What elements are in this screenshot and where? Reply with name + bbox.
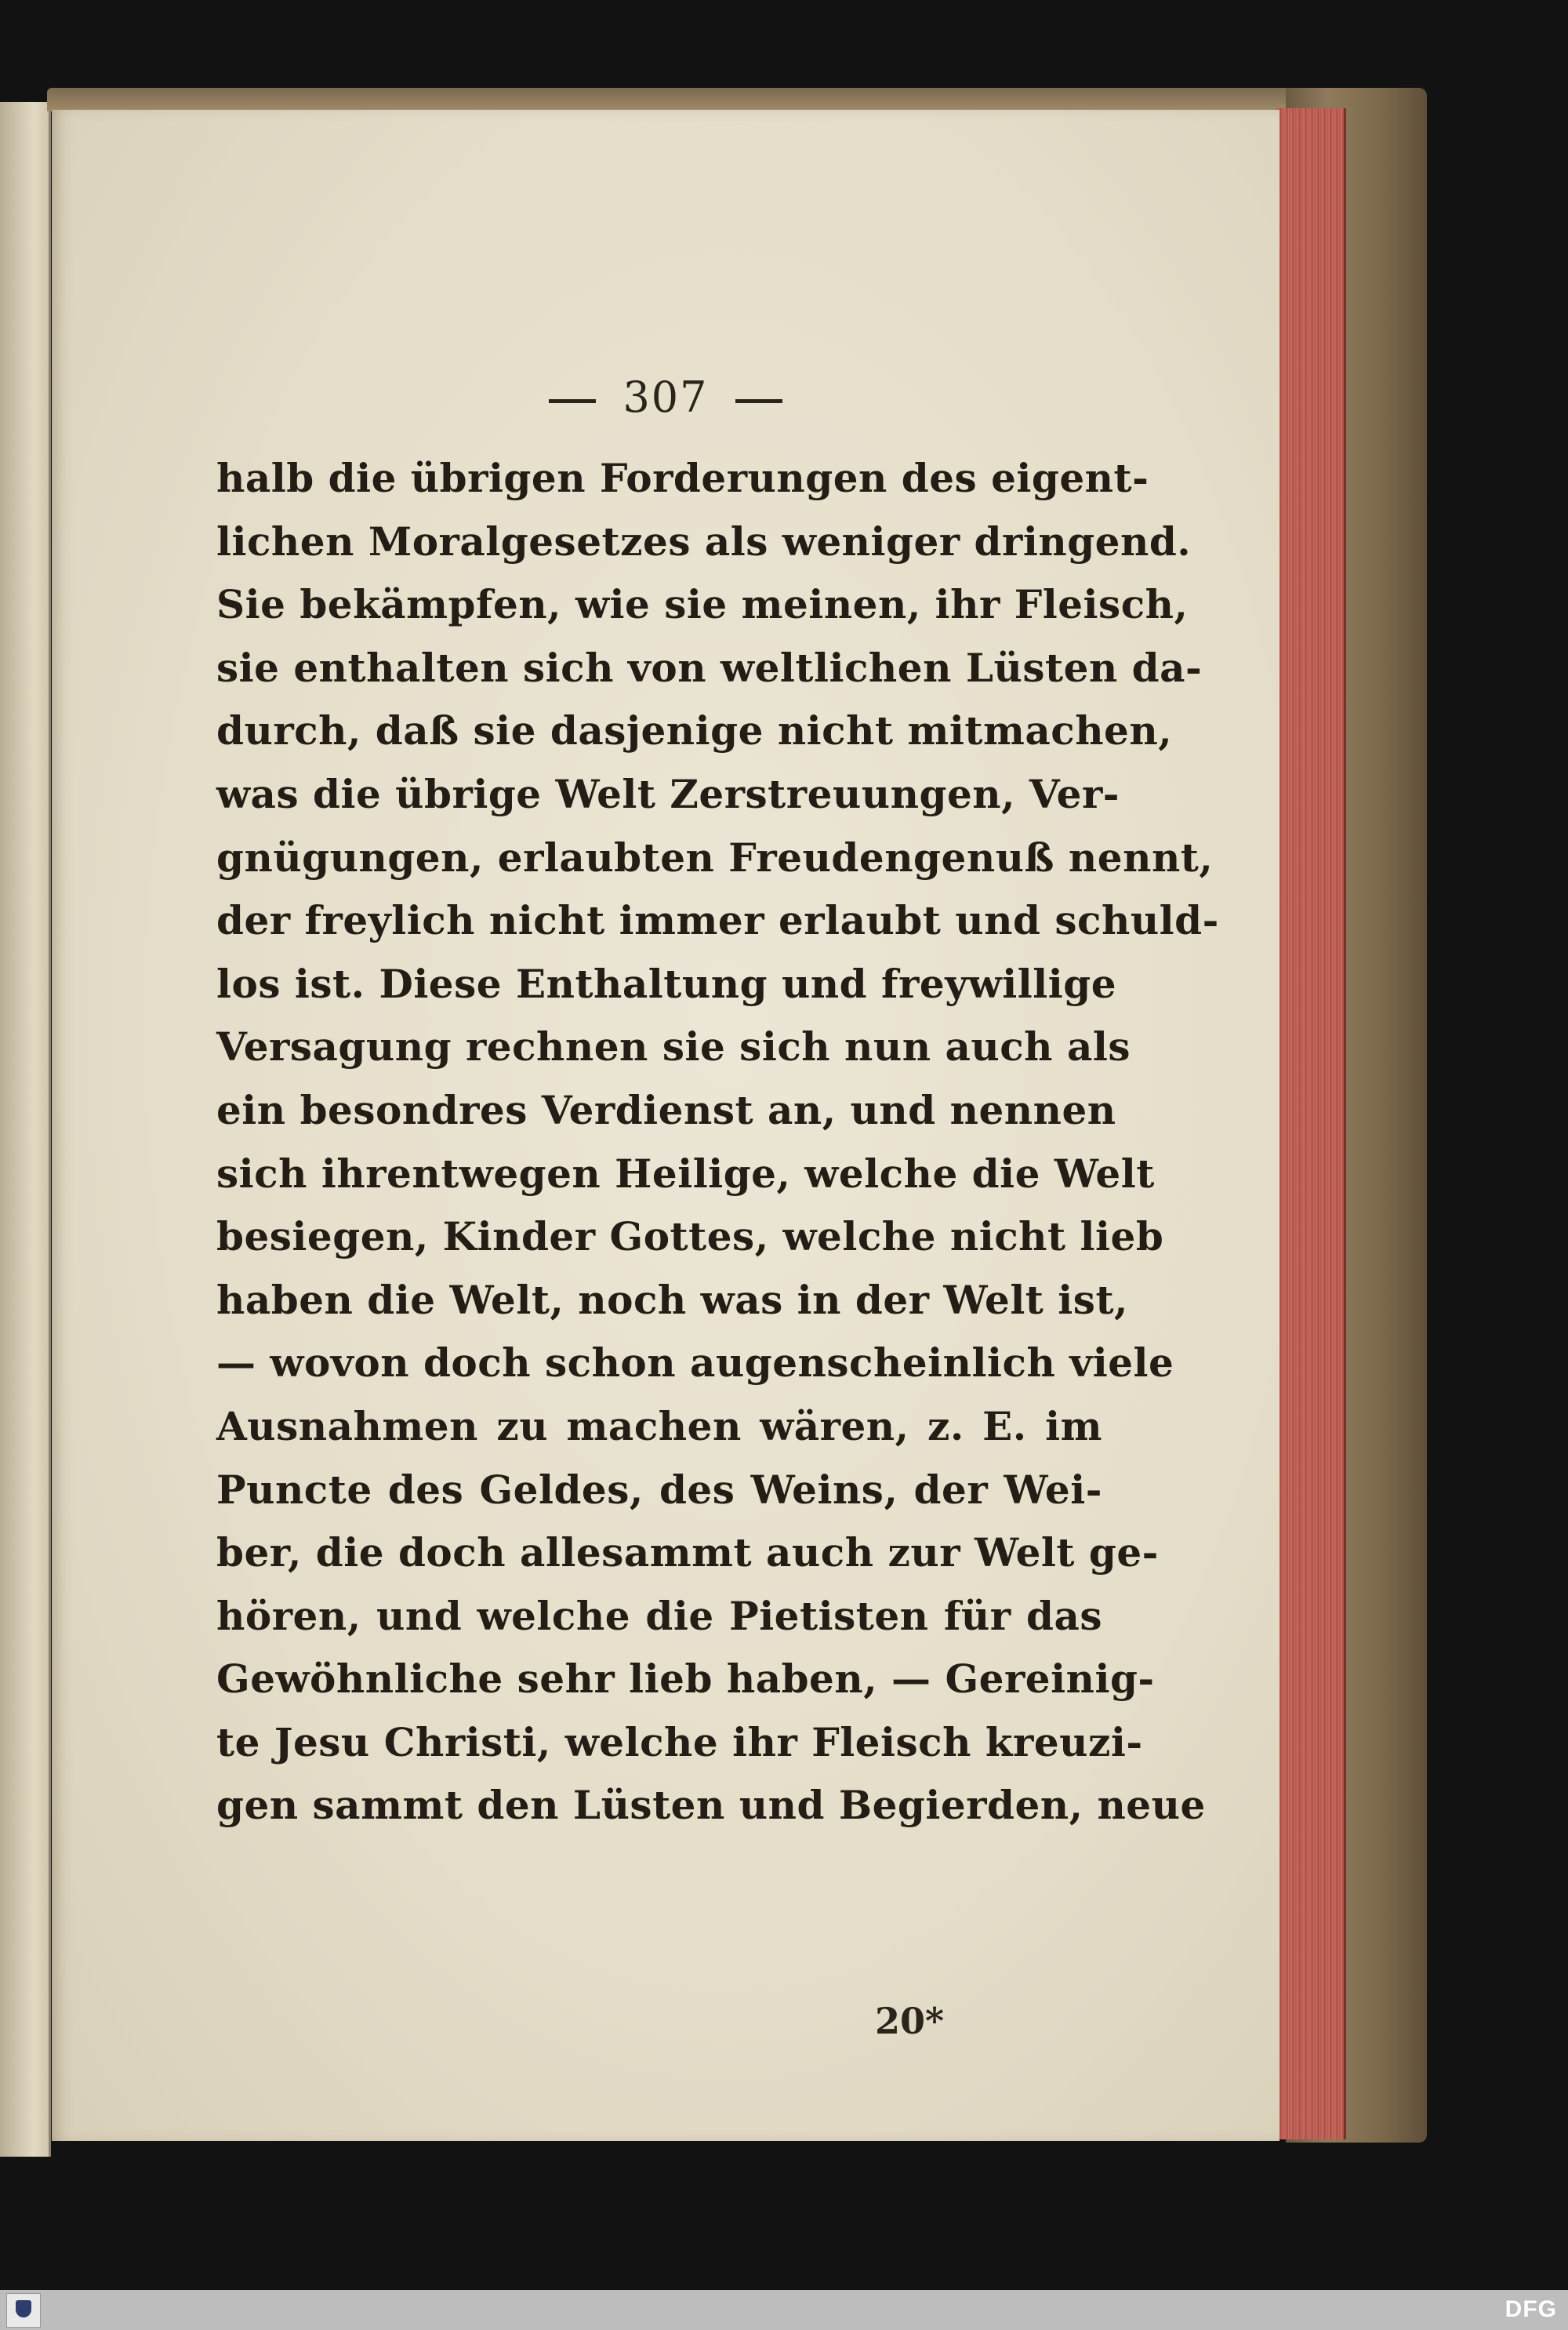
text-line: Puncte des Geldes, des Weins, der Wei- [216,1466,1102,1513]
text-line: gen sammt den Lüsten und Begierden, neue [216,1782,1206,1829]
book-page [52,110,1279,2141]
text-line: sich ihrentwegen Heilige, welche die Welt [216,1150,1155,1197]
library-logo-icon [6,2293,41,2328]
text-line: gnügungen, erlaubten Freudengenuß nennt, [216,834,1214,881]
signature-mark: 20* [875,2000,945,2042]
text-line: der freylich nicht immer erlaubt und schuld- [216,897,1219,944]
dfg-brand: DFG [1504,2296,1557,2322]
text-line: Ausnahmen zu machen wären, z. E. im [216,1402,1102,1449]
text-line: was die übrige Welt Zerstreuungen, Ver- [216,770,1120,817]
text-line: sie enthalten sich von weltlichen Lüsten da- [216,644,1203,691]
text-line: Gewöhnliche sehr lieb haben, — Gereinig- [216,1656,1155,1703]
text-line: te Jesu Christi, welche ihr Fleisch kreuzi- [216,1718,1143,1765]
viewer-footer [0,2290,1568,2330]
text-line: ein besondres Verdienst an, und nennen [216,1086,1116,1133]
header-dash-left [549,399,596,403]
body-text [216,447,1219,1837]
text-line: besiegen, Kinder Gottes, welche nicht lieb [216,1213,1164,1260]
book-cover-top [47,88,1380,111]
text-line: los ist. Diese Enthaltung und freywillige [216,960,1117,1007]
text-line: Sie bekämpfen, wie sie meinen, ihr Fleisch, [216,581,1189,628]
text-line: hören, und welche die Pietisten für das [216,1592,1102,1639]
red-page-edges [1276,108,1346,2139]
page-number: 307 [622,373,709,422]
header-dash-right [735,399,782,403]
text-line: haben die Welt, noch was in der Welt ist, [216,1276,1128,1323]
text-line: durch, daß sie dasjenige nicht mitmachen, [216,707,1173,754]
facing-page-edge [0,102,51,2157]
text-line: — wovon doch schon augenscheinlich viele [216,1339,1174,1387]
page-header [52,373,1279,422]
text-line: ber, die doch allesammt auch zur Welt ge- [216,1529,1159,1576]
text-line: lichen Moralgesetzes als weniger dringend. [216,518,1192,565]
text-line: Versagung rechnen sie sich nun auch als [216,1023,1131,1070]
text-line: halb die übrigen Forderungen des eigent- [216,455,1149,501]
